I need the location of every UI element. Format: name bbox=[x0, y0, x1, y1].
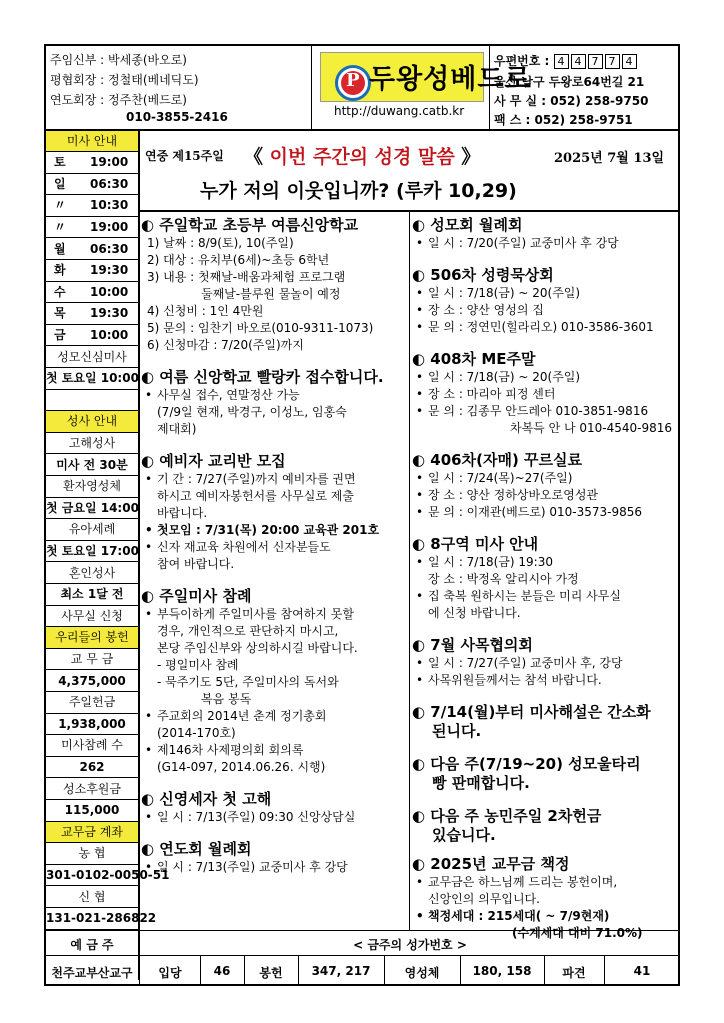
sidebar-section-header: 성사 안내 bbox=[46, 411, 138, 433]
mass-time: 19:00 bbox=[90, 219, 129, 234]
notice-heading: ◐ 주일미사 참례 bbox=[141, 587, 252, 605]
sidebar-cell: 1,938,000 bbox=[46, 714, 138, 736]
mass-day: 수 bbox=[54, 284, 66, 299]
notice-heading-cont: 빵 판매합니다. bbox=[432, 774, 530, 792]
notice-block bbox=[141, 790, 407, 826]
notice-line: 본당 주임신부와 상의하시길 바랍니다. bbox=[157, 641, 358, 655]
notice-block bbox=[412, 350, 678, 437]
postal-digit: 4 bbox=[622, 54, 637, 69]
mass-time: 10:00 bbox=[90, 284, 129, 299]
hymn-number: 180, 158 bbox=[472, 964, 532, 978]
phone-line: 010-3855-2416 bbox=[126, 110, 228, 124]
notice-line: • 장 소 : 마리아 피정 센터 bbox=[412, 386, 678, 403]
notice-heading: ◐ 성모회 월례회 bbox=[412, 216, 523, 234]
mass-time-row bbox=[46, 282, 138, 304]
notice-line: • 기 간 : 7/27(주일)까지 예비자를 권면 bbox=[141, 471, 407, 488]
mass-day: 토 bbox=[54, 155, 66, 170]
sidebar-cell: 성모신심미사 bbox=[46, 347, 138, 369]
mass-day: 목 bbox=[54, 306, 66, 321]
notice-heading: ◐ 주일학교 초등부 여름신앙학교 bbox=[141, 216, 359, 234]
mass-time-row bbox=[46, 239, 138, 261]
notice-line: 하시고 예비자봉헌서를 사무실로 제출 bbox=[157, 489, 354, 503]
sidebar-cell: 농 협 bbox=[46, 843, 138, 865]
notice-line: (G14-097, 2014.06.26. 시행) bbox=[157, 760, 326, 774]
notice-line: (7/9일 현재, 박경구, 이성노, 임홍숙 bbox=[157, 405, 347, 419]
mass-day: 금 bbox=[54, 327, 66, 342]
sidebar-cell: 사무실 신청 bbox=[46, 606, 138, 628]
notice-line: • 문 의 : 이재관(베드로) 010-3573-9856 bbox=[412, 504, 678, 521]
right-column bbox=[412, 216, 678, 952]
notice-line: 1) 날짜 : 8/9(토), 10(주일) bbox=[147, 236, 294, 250]
notice-block bbox=[412, 755, 678, 793]
mass-time: 19:30 bbox=[90, 306, 129, 321]
notice-block bbox=[412, 535, 678, 622]
weekly-scripture-heading bbox=[244, 142, 480, 169]
notice-line: • 사무실 접수, 연말정산 가능 bbox=[141, 387, 407, 404]
sidebar-cell: 환자영성체 bbox=[46, 476, 138, 498]
sidebar-cell bbox=[46, 390, 138, 412]
sidebar-cell: 신 협 bbox=[46, 887, 138, 909]
notice-heading-cont: 된니다. bbox=[432, 722, 482, 740]
hymn-number: 347, 217 bbox=[311, 964, 371, 978]
notice-line: 6) 신청마감 : 7/20(주일)까지 bbox=[147, 338, 304, 352]
mass-time: 10:30 bbox=[90, 198, 129, 213]
notice-line: 5) 문의 : 임찬기 바오로(010-9311-1073) bbox=[147, 321, 374, 335]
notice-line: - 평일미사 참례 bbox=[157, 658, 239, 672]
notice-line: • 일 시 : 7/18(금) ~ 20(주일) bbox=[412, 369, 678, 386]
mass-day: 일 bbox=[54, 176, 66, 191]
mass-day: 화 bbox=[54, 263, 66, 278]
notice-block bbox=[412, 636, 678, 689]
mass-day: 〃 bbox=[54, 219, 67, 234]
notice-block bbox=[412, 266, 678, 336]
hymn-number: 46 bbox=[213, 964, 231, 978]
mass-time-row bbox=[46, 195, 138, 217]
notice-heading: ◐ 7/14(월)부터 미사해설은 간소화 bbox=[412, 703, 651, 721]
notice-line: • 일 시 : 7/20(주일) 교중미사 후 강당 bbox=[412, 235, 678, 252]
hymn-label: 파견 bbox=[562, 966, 586, 980]
parish-url[interactable]: http://duwang.catb.kr bbox=[334, 104, 465, 118]
mass-time-row bbox=[46, 152, 138, 174]
fax-number: 팩 스 : 052) 258-9751 bbox=[494, 113, 633, 127]
sidebar-cell: 115,000 bbox=[46, 800, 138, 822]
notice-heading: ◐ 406차(자매) 꾸르실료 bbox=[412, 451, 582, 469]
notice-line: • 일 시 : 7/13(주일) 교중미사 후 강당 bbox=[141, 859, 407, 876]
notice-heading: ◐ 408차 ME주말 bbox=[412, 350, 536, 368]
notice-block bbox=[412, 703, 678, 741]
notice-heading: ◐ 여름 신앙학교 빨랑카 접수합니다. bbox=[141, 368, 384, 386]
priest-line: 주임신부 : 박세종(바오로) bbox=[50, 53, 187, 67]
sidebar-cell: 최소 1달 전 bbox=[46, 584, 138, 606]
postal-digit: 4 bbox=[554, 54, 569, 69]
sidebar-section-header: 우리들의 봉헌 bbox=[46, 627, 138, 649]
hymn-number: 41 bbox=[633, 964, 651, 978]
notice-block bbox=[412, 216, 678, 252]
hymn-label: 입당 bbox=[158, 966, 182, 980]
notice-block bbox=[412, 807, 678, 845]
notice-line: • 일 시 : 7/27(주일) 교중미사 후, 강당 bbox=[412, 655, 678, 672]
scripture-verse: 누가 저의 이웃입니까? (루카 10,29) bbox=[200, 180, 517, 202]
notice-line: 장 소 : 박정옥 알리시아 가정 bbox=[428, 572, 579, 586]
notice-line: • 책정세대 : 215세대( ~ 7/9현재) bbox=[412, 908, 678, 925]
notice-heading: ◐ 다음 주 농민주일 2차헌금 bbox=[412, 807, 602, 825]
account-holder-label: 예 금 주 bbox=[70, 938, 114, 952]
notice-line: 차복득 안 나 010-4540-9816 bbox=[510, 421, 673, 435]
hymn-heading: < 금주의 성가번호 > bbox=[353, 938, 467, 952]
notice-heading: ◐ 다음 주(7/19~20) 성모울타리 bbox=[412, 755, 641, 773]
sidebar-cell: 131-021-286822 bbox=[46, 908, 138, 930]
notice-line: • 일 시 : 7/18(금) ~ 20(주일) bbox=[412, 285, 678, 302]
notice-line: • 제146차 사제평의회 회의록 bbox=[141, 742, 407, 759]
mass-time-row bbox=[46, 260, 138, 282]
sidebar-cell: 301-0102-0050-51 bbox=[46, 865, 138, 887]
notice-line: • 집 축복 원하시는 분들은 미리 사무실 bbox=[412, 588, 678, 605]
address: 울산 남구 두왕로64번길 21 bbox=[494, 75, 645, 89]
notice-line: (2014-170호) bbox=[157, 726, 236, 740]
notice-line: 둘째날-블루원 물놀이 예정 bbox=[201, 287, 341, 301]
postal-digit: 4 bbox=[571, 54, 586, 69]
notice-heading: ◐ 신영세자 첫 고해 bbox=[141, 790, 272, 808]
heading-text: 이번 주간의 성경 말씀 bbox=[269, 146, 455, 168]
sidebar-cell: 고해성사 bbox=[46, 433, 138, 455]
sidebar-section-header: 미사 안내 bbox=[46, 131, 138, 153]
mass-time: 10:00 bbox=[90, 327, 129, 342]
notice-block bbox=[141, 840, 407, 876]
notice-line: • 장 소 : 양산 정하상바오로영성관 bbox=[412, 487, 678, 504]
notice-line: • 교무금은 하느님께 드리는 봉헌이며, bbox=[412, 874, 678, 891]
notice-block bbox=[141, 452, 407, 573]
header-contact bbox=[490, 46, 678, 130]
mass-time-row bbox=[46, 303, 138, 325]
hymn-label: 영성체 bbox=[404, 966, 440, 980]
notice-heading: ◐ 연도회 월례회 bbox=[141, 840, 252, 858]
close-bracket: 》 bbox=[461, 146, 481, 168]
notice-heading: ◐ 506차 성령묵상회 bbox=[412, 266, 554, 284]
sidebar-cell: 미사참례 수 bbox=[46, 735, 138, 757]
hymn-label: 봉헌 bbox=[259, 966, 283, 980]
sidebar-cell: 첫 토요일 10:00 bbox=[46, 368, 138, 390]
sidebar-cell: 성소후원금 bbox=[46, 779, 138, 801]
left-column bbox=[141, 216, 407, 886]
notice-line: • 주교회의 2014년 춘계 정기총회 bbox=[141, 708, 407, 725]
mass-time: 19:30 bbox=[90, 263, 129, 278]
liturgical-week: 연중 제15주일 bbox=[145, 149, 224, 163]
mass-time-row bbox=[46, 325, 138, 347]
notice-line: • 부득이하게 주일미사를 참여하지 못할 bbox=[141, 606, 407, 623]
parish-title: 두왕성베드로 bbox=[369, 64, 532, 95]
sidebar-cell: 미사 전 30분 bbox=[46, 455, 138, 477]
mass-time: 19:00 bbox=[90, 155, 129, 170]
notice-line: (수계세대 대비 71.0%) bbox=[512, 926, 643, 940]
bulletin-date: 2025년 7월 13일 bbox=[554, 151, 665, 166]
mass-time-row bbox=[46, 174, 138, 196]
postal-digit: 7 bbox=[605, 54, 620, 69]
notice-line: • 문 의 : 김종무 안드레아 010-3851-9816 bbox=[412, 403, 678, 420]
notice-block bbox=[412, 451, 678, 521]
sidebar-cell: 혼인성사 bbox=[46, 563, 138, 585]
notice-block bbox=[141, 587, 407, 776]
notice-block bbox=[141, 368, 407, 438]
notice-heading: ◐ 7월 사목협의회 bbox=[412, 636, 533, 654]
sidebar-cell: 262 bbox=[46, 757, 138, 779]
sidebar-cell: 4,375,000 bbox=[46, 671, 138, 693]
notice-heading: ◐ 2025년 교무금 책정 bbox=[412, 855, 570, 873]
notice-line: 바랍니다. bbox=[157, 506, 208, 520]
notice-line: • 일 시 : 7/24(목)~27(주일) bbox=[412, 470, 678, 487]
office-phone: 사 무 실 : 052) 258-9750 bbox=[494, 94, 649, 108]
council-line: 평협회장 : 정철태(베네딕도) bbox=[50, 73, 199, 87]
mass-time: 06:30 bbox=[90, 241, 129, 256]
notice-line: 2) 대상 : 유치부(6세)~초등 6학년 bbox=[147, 253, 330, 267]
notice-line: • 일 시 : 7/13(주일) 09:30 신앙상담실 bbox=[141, 809, 407, 826]
notice-block bbox=[412, 855, 678, 942]
notice-line: 경우, 개인적으로 판단하지 마시고, bbox=[157, 624, 339, 638]
mass-day: 〃 bbox=[54, 198, 67, 213]
notice-line: • 문 의 : 정연민(힐라리오) 010-3586-3601 bbox=[412, 319, 678, 336]
notice-line: 참여 바랍니다. bbox=[157, 557, 235, 571]
mass-time: 06:30 bbox=[90, 176, 129, 191]
notice-heading: ◐ 예비자 교리반 모집 bbox=[141, 452, 286, 470]
notice-line: 3) 내용 : 첫째날-배움과체험 프로그램 bbox=[147, 270, 346, 284]
notice-line: - 묵주기도 5단, 주일미사의 독서와 bbox=[157, 675, 339, 689]
notice-block bbox=[141, 216, 407, 354]
notice-heading: ◐ 8구역 미사 안내 bbox=[412, 535, 539, 553]
sidebar-cell: 첫 토요일 17:00 bbox=[46, 541, 138, 563]
postal-label: 우편번호 : bbox=[494, 54, 550, 68]
open-bracket: 《 bbox=[244, 146, 264, 168]
sidebar-cell: 교 무 금 bbox=[46, 649, 138, 671]
mass-day: 월 bbox=[54, 241, 66, 256]
notice-line: • 첫모임 : 7/31(목) 20:00 교육관 201호 bbox=[141, 522, 407, 539]
header-staff bbox=[46, 46, 312, 130]
notice-line: • 장 소 : 양산 영성의 집 bbox=[412, 302, 678, 319]
parish-logo-icon: P bbox=[335, 65, 371, 101]
notice-line: • 일 시 : 7/18(금) 19:30 bbox=[412, 554, 678, 571]
postal-digit: 7 bbox=[588, 54, 603, 69]
notice-heading-cont: 있습니다. bbox=[432, 826, 496, 844]
notice-line: • 사목위원들께서는 참석 바랍니다. bbox=[412, 672, 678, 689]
sidebar-section-header: 교무금 계좌 bbox=[46, 822, 138, 844]
notice-line: 에 신청 바랍니다. bbox=[428, 606, 521, 620]
diocese-label: 천주교부산교구 bbox=[51, 966, 133, 980]
notice-line: 복음 봉독 bbox=[201, 692, 252, 706]
mass-time-row bbox=[46, 217, 138, 239]
sidebar-cell: 주일헌금 bbox=[46, 692, 138, 714]
notice-line: 제대회) bbox=[157, 422, 197, 436]
notice-line: 신앙인의 의무입니다. bbox=[428, 892, 540, 906]
sidebar-cell: 유아세례 bbox=[46, 519, 138, 541]
sidebar-cell: 첫 금요일 14:00 bbox=[46, 498, 138, 520]
yeondo-line: 연도회장 : 정주찬(베드로) bbox=[50, 93, 187, 107]
notice-line: • 신자 재교육 차원에서 신자분들도 bbox=[141, 539, 407, 556]
notice-line: 4) 신청비 : 1인 4만원 bbox=[147, 304, 264, 318]
